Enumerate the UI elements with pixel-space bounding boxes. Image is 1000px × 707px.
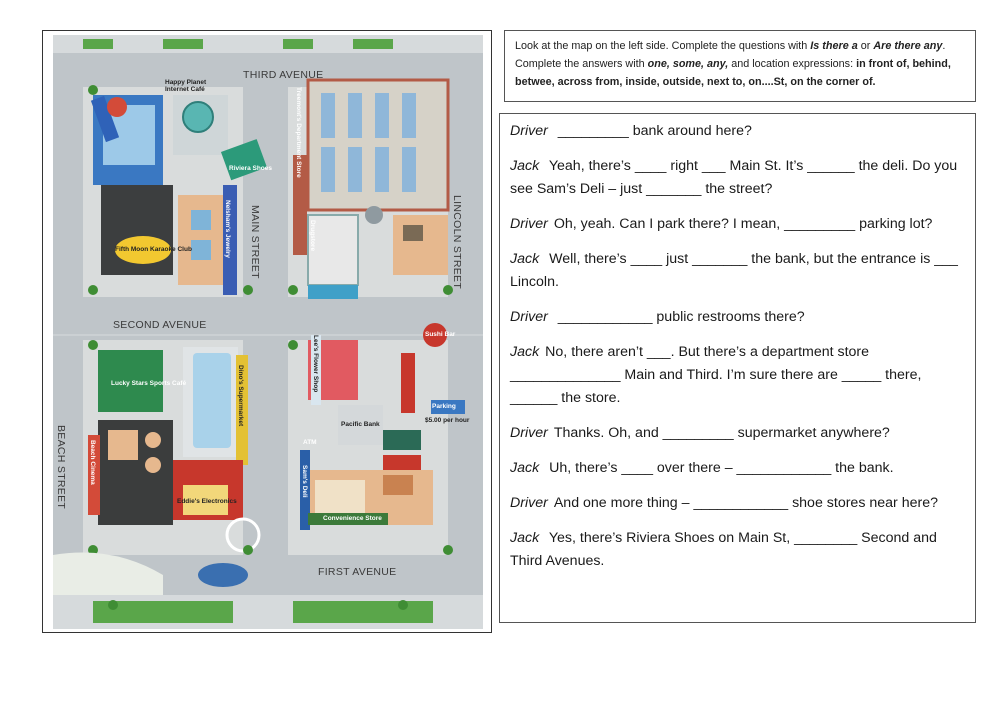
line-text: _________ bank around here? (553, 123, 752, 139)
speaker: Driver (510, 309, 548, 325)
karaoke-club-label: Fifth Moon Karaoke Club (115, 246, 192, 253)
instructions-bold-3: one, some, any, (647, 58, 729, 70)
dialogue-line-4 (510, 248, 965, 294)
speaker: Driver (510, 495, 548, 511)
line-text: And one more thing – ____________ shoe stores near here? (553, 495, 938, 511)
instructions-bold-4: in front of, behind, betwee, across from, inside, outside, next to, on....St, on the corner of. (515, 58, 951, 88)
jewelry-label: Nelsham's Jewelry (224, 200, 231, 258)
speaker: Driver (510, 425, 548, 441)
bank-label: Pacific Bank (341, 421, 380, 428)
speaker: Jack (510, 251, 540, 267)
parking-price-label: $5.00 per hour (425, 417, 470, 424)
line-text: Uh, there’s ____ over there – ____________ the bank. (545, 460, 894, 476)
convenience-store-label: Convenience Store (323, 515, 382, 522)
atm-label: ATM (303, 439, 317, 446)
riviera-shoes-label: Riviera Shoes (229, 165, 272, 172)
line-text: Thanks. Oh, and _________ supermarket anywhere? (553, 425, 890, 441)
sams-deli-label: Sam's Deli (301, 465, 308, 498)
eddies-electronics-label: Eddie's Electronics (177, 498, 237, 505)
speaker: Jack (510, 158, 540, 174)
instructions-bold-2: Are there any (873, 40, 943, 52)
dialogue-line-5 (510, 306, 965, 329)
instructions-bold-1: Is there a (810, 40, 858, 52)
dialogue-line-3 (510, 213, 965, 236)
dialogue-line-7 (510, 422, 965, 445)
lincoln-street-label: LINCOLN STREET (451, 195, 463, 290)
speaker: Jack (510, 460, 540, 476)
city-map-frame (42, 30, 492, 633)
flower-shop-label: Lee's Flower Shop (312, 335, 319, 393)
sushi-bar-label: Sushi Bar (425, 331, 456, 338)
supermarket-label: Dino's Supermarket (237, 365, 244, 427)
speaker: Jack (510, 530, 540, 546)
instructions-text-2: or (857, 40, 874, 52)
speaker: Jack (510, 344, 540, 360)
line-text: Oh, yeah. Can I park there? I mean, _________ parking lot? (553, 216, 933, 232)
dialogue-line-8 (510, 457, 965, 480)
instructions-text-4: and location expressions: (728, 58, 857, 70)
line-text: No, there aren’t ___. But there’s a department store ______________ Main and Third. I’m sure there are _____ there, ______ the store. (510, 344, 922, 406)
parking-label: Parking (432, 403, 456, 410)
map-graphic (53, 35, 483, 629)
line-text: Well, there’s ____ just _______ the bank, but the entrance is ___ Lincoln. (510, 251, 958, 290)
line-text: ____________ public restrooms there? (553, 309, 805, 325)
line-text: Yes, there’s Riviera Shoes on Main St, ________ Second and Third Avenues. (510, 530, 937, 569)
city-map (53, 35, 483, 629)
dialogue-line-10 (510, 527, 965, 573)
cafe-label: Happy Planet Internet Café (165, 79, 207, 93)
instructions-text-3: . Complete the answers with (515, 40, 946, 70)
speaker: Driver (510, 123, 548, 139)
first-avenue-label: FIRST AVENUE (318, 566, 397, 578)
dialogue-line-1 (510, 120, 965, 143)
dialogue-line-2 (510, 155, 965, 201)
dialogue-line-9 (510, 492, 965, 515)
beach-street-label: BEACH STREET (55, 425, 67, 510)
instructions-text-1: Look at the map on the left side. Complete the questions with (515, 40, 811, 52)
speaker: Driver (510, 216, 548, 232)
instructions-box (504, 30, 976, 102)
dialogue-box (499, 113, 976, 623)
lucky-stars-label: Lucky Stars Sports Café (111, 380, 187, 387)
second-avenue-label: SECOND AVENUE (113, 319, 207, 331)
main-street-label: MAIN STREET (249, 205, 261, 279)
beach-cinema-label: Beach Cinema (89, 440, 96, 485)
dialogue-line-6 (510, 341, 965, 410)
third-avenue-label: THIRD AVENUE (243, 69, 324, 81)
dept-store-label: Treemont's Department Store (295, 87, 302, 178)
drugstore-label: Drugstore (309, 220, 316, 252)
line-text: Yeah, there’s ____ right ___ Main St. It’s ______ the deli. Do you see Sam’s Deli – just _______ the street? (510, 158, 958, 197)
